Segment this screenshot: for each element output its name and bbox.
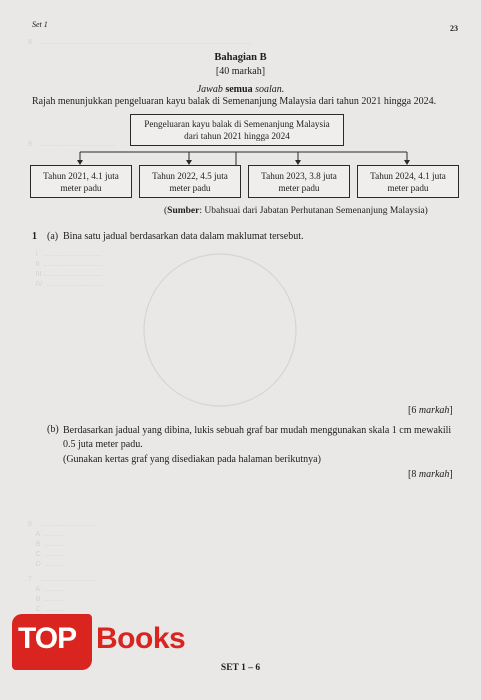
page-footer: SET 1 – 6 (220, 663, 261, 673)
diagram-leaf-2024: Tahun 2024, 4.1 juta meter padu (357, 165, 459, 198)
bleed-through-circle (90, 250, 350, 420)
section-marks: [40 markah] (215, 66, 266, 77)
logo-text-top: TOP (18, 622, 77, 655)
intro-text: Rajah menunjukkan pengeluaran kayu balak di Semenanjung Malaysia dari tahun 2021 hingga 2024. (32, 96, 437, 107)
part-b-note: (Gunakan kertas graf yang disediakan pada halaman berikutnya) (63, 454, 321, 465)
part-b-marks: [8 markah] (408, 469, 453, 480)
logo-text-books: Books (96, 622, 186, 655)
diagram-leaf-2022: Tahun 2022, 4.5 juta meter padu (139, 165, 241, 198)
bleed-through-text: 7 .............................. A .......... B .......... C .......... (28, 576, 97, 613)
section-instruction: Jawab semua soalan. (196, 84, 285, 95)
question-number: 1 (32, 231, 37, 242)
bleed-through-text: 6 .............................. A .......... B .......... C .......... D .......... (28, 521, 97, 568)
part-a-text: Bina satu jadual berdasarkan data dalam maklumat tersebut. (63, 231, 304, 242)
part-a-label: (a) (47, 231, 59, 242)
page-number: 23 (450, 24, 458, 33)
bleed-through-text: 8 .............................................................................................................. (28, 39, 252, 46)
source-citation: (Sumber: Ubahsuai dari Jabatan Perhutanan Semenanjung Malaysia) (164, 206, 428, 216)
section-title: Bahagian B (214, 52, 267, 63)
topbooks-logo (12, 608, 192, 678)
part-a-marks: [6 markah] (408, 405, 453, 416)
bleed-through-text: 9 ........................................ (28, 141, 116, 148)
part-b-label: (b) (47, 424, 59, 435)
diagram-leaf-2021: Tahun 2021, 4.1 juta meter padu (30, 165, 132, 198)
part-b-text: Berdasarkan jadual yang dibina, lukis sebuah graf bar mudah menggunakan skala 1 cm mewakili 0.5 juta meter padu. (63, 425, 452, 450)
diagram-leaf-2023: Tahun 2023, 3.8 juta meter padu (248, 165, 350, 198)
set-label: Set 1 (32, 20, 48, 29)
diagram-root-box: Pengeluaran kayu balak di Semenanjung Malaysia dari tahun 2021 hingga 2024 (130, 114, 344, 146)
bleed-through-text: I .............................. II .............................. III .............................. IV .............................. (35, 251, 105, 288)
